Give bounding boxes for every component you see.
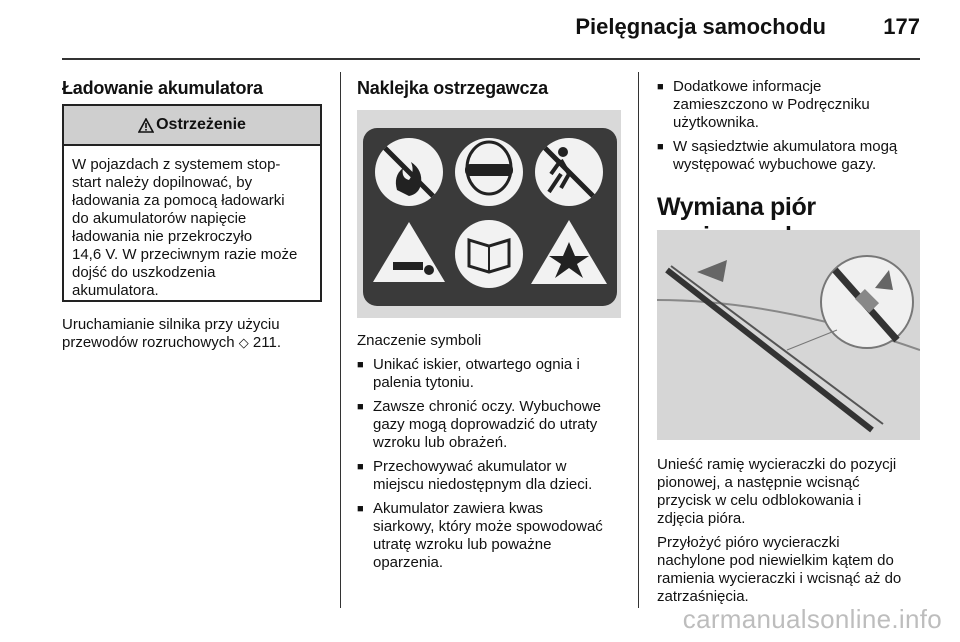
warning-line: 14,6 V. W przeciwnym razie może xyxy=(72,246,298,263)
list-item-line: zamieszczono w Podręczniku xyxy=(673,96,870,113)
warning-text xyxy=(64,146,320,300)
symbols-section xyxy=(357,332,632,578)
list-item xyxy=(657,78,932,132)
warning-line: ładowania nie przekroczyło xyxy=(72,228,253,245)
warning-line: start należy dopilnować, by xyxy=(72,174,253,191)
warning-line: W pojazdach z systemem stop- xyxy=(72,156,281,173)
paragraph-text: przewodów rozruchowych xyxy=(62,334,235,351)
list-item-line: gazy mogą doprowadzić do utraty xyxy=(373,416,598,433)
list-item-line: występować wybuchowe gazy. xyxy=(673,156,877,173)
list-item-line: utratę wzroku lub poważne xyxy=(373,536,552,553)
warning-line: do akumulatorów napięcie xyxy=(72,210,247,227)
jump-start-paragraph xyxy=(62,316,332,352)
running-header-title: Pielęgnacja samochodu xyxy=(575,14,826,39)
paragraph-line: pionowej, a następnie wcisnąć xyxy=(657,474,860,491)
warning-box xyxy=(62,104,322,302)
list-item-line: oparzenia. xyxy=(373,554,444,571)
paragraph-line xyxy=(62,334,332,352)
page-number: 177 xyxy=(883,14,920,39)
list-item-line: ■ Zawsze chronić oczy. Wybuchowe xyxy=(373,398,602,415)
watermark: carmanualsonline.info xyxy=(682,604,942,634)
eye-protection-symbol xyxy=(455,138,523,206)
list-item-line: ■ W sąsiedztwie akumulatora mogą xyxy=(673,138,898,155)
no-flames-symbol xyxy=(375,138,443,206)
list-item-line: ■ Unikać iskier, otwartego ognia i xyxy=(373,356,580,373)
paragraph-line: zdjęcia pióra. xyxy=(657,510,746,527)
additional-info-list xyxy=(657,78,932,180)
warning-title: Ostrzeżenie xyxy=(156,116,246,133)
list-item-line: palenia tytoniu. xyxy=(373,374,474,391)
paragraph-line: Unieść ramię wycieraczki do pozycji xyxy=(657,456,897,473)
wiper-instructions xyxy=(657,456,937,606)
list-item xyxy=(357,398,632,452)
keep-away-from-children-symbol xyxy=(535,138,603,206)
symbols-intro: Znaczenie symboli xyxy=(357,332,482,349)
paragraph-line: ramienia wycieraczki i wcisnąć aż do xyxy=(657,570,902,587)
list-item-line: użytkownika. xyxy=(673,114,759,131)
wiper-blade-image xyxy=(657,230,920,440)
wiper-blade-heading: Wymiana piór xyxy=(657,193,816,221)
list-item xyxy=(657,138,932,174)
cross-reference-link[interactable]: 211. xyxy=(252,334,282,351)
warning-label-heading: Naklejka ostrzegawcza xyxy=(357,78,548,98)
paragraph-line: zatrzaśnięcia. xyxy=(657,588,749,605)
list-item xyxy=(357,500,632,572)
list-item-line: miejscu niedostępnym dla dzieci. xyxy=(373,476,593,493)
list-item-line: wzroku lub obrażeń. xyxy=(373,434,508,451)
warning-label-illustration xyxy=(357,110,621,318)
warning-line: ładowania za pomocą ładowarki xyxy=(72,192,285,209)
list-item-line: siarkowy, który może spowodować xyxy=(373,518,603,535)
paragraph-line: przycisk w celu odblokowania i xyxy=(657,492,862,509)
paragraph-line: Uruchamianie silnika przy użyciu xyxy=(62,316,280,333)
header-rule xyxy=(62,58,920,60)
list-item xyxy=(357,458,632,494)
symbols-list xyxy=(357,356,632,572)
wiper-illustration xyxy=(657,230,920,440)
paragraph-line: nachylone pod niewielkim kątem do xyxy=(657,552,894,569)
battery-charging-heading: Ładowanie akumulatora xyxy=(62,78,263,98)
info-bullets xyxy=(657,78,932,174)
list-item xyxy=(357,356,632,392)
column-divider-2 xyxy=(638,72,639,608)
list-item-line: ■ Dodatkowe informacje xyxy=(673,78,822,95)
list-item-line: ■ Akumulator zawiera kwas xyxy=(373,500,544,517)
read-manual-symbol xyxy=(455,220,523,288)
list-item-line: ■ Przechowywać akumulator w xyxy=(373,458,567,475)
cross-reference-arrow-icon: ◇ xyxy=(238,335,249,350)
warning-label-image xyxy=(357,110,621,318)
warning-line: akumulatora. xyxy=(72,282,159,299)
column-divider-1 xyxy=(340,72,341,608)
warning-triangle-icon xyxy=(138,118,154,133)
warning-line: dojść do uszkodzenia xyxy=(72,264,216,281)
warning-header xyxy=(64,106,320,146)
paragraph-line: Przyłożyć pióro wycieraczki xyxy=(657,534,840,551)
